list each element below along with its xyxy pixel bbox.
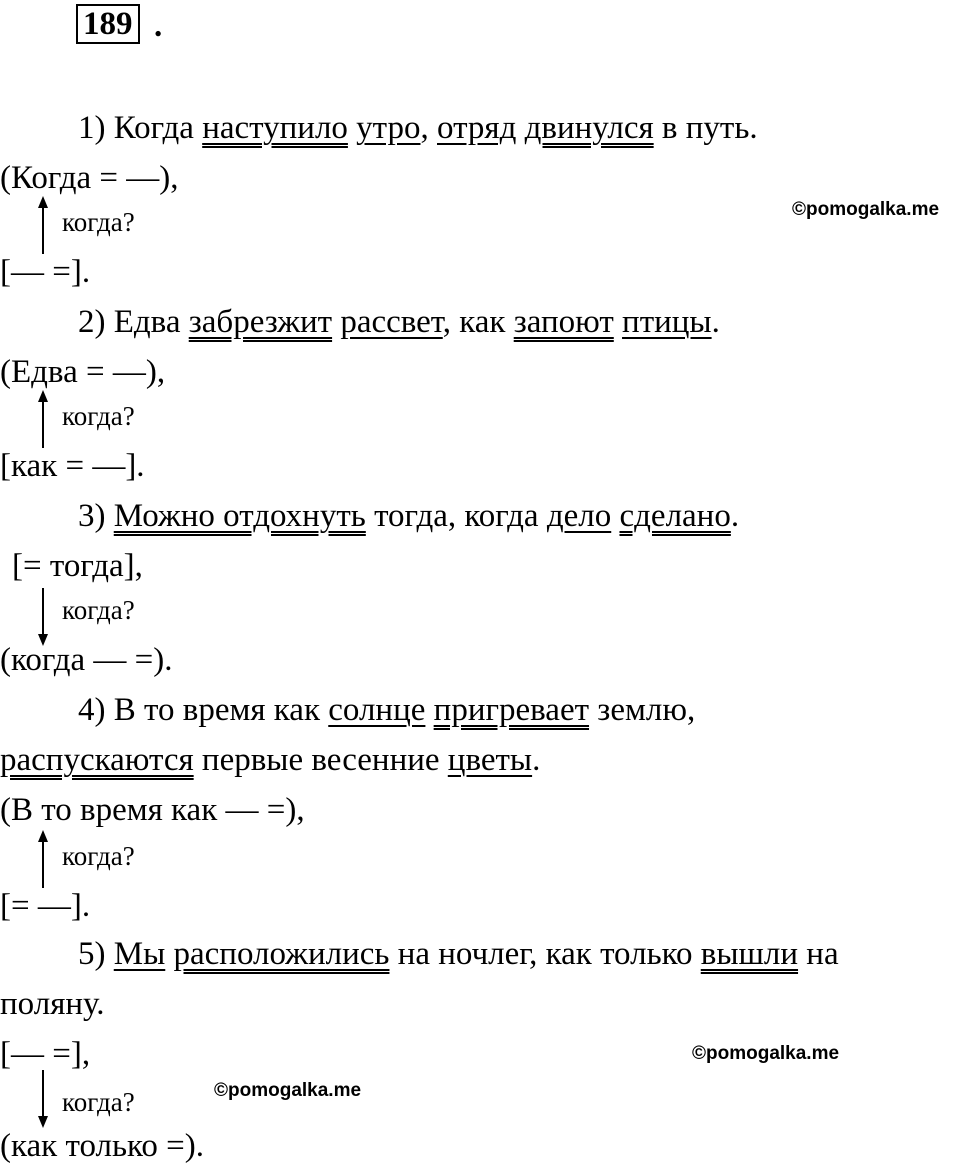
- scheme-3-top: [= тогда],: [12, 548, 143, 584]
- watermark: ©pomogalka.me: [692, 1043, 840, 1064]
- scheme-1-top: (Когда = —),: [0, 160, 179, 196]
- scheme-5-bottom: (как только =).: [0, 1128, 204, 1164]
- subject: отряд: [437, 110, 517, 146]
- sentence-4-line-1: 4) В то время как солнце пригревает землю,: [78, 692, 696, 728]
- question-label: когда?: [62, 841, 135, 871]
- arrow-up-icon: [36, 830, 50, 888]
- predicate: Можно отдохнуть: [113, 498, 366, 534]
- predicate: распускаются: [0, 742, 194, 778]
- subject: цветы: [447, 742, 533, 778]
- predicate: наступило: [202, 110, 348, 146]
- question-label: когда?: [62, 1087, 135, 1117]
- task-number: 189: [76, 4, 140, 44]
- sentence-2: 2) Едва забрезжит рассвет, как запоют птицы.: [78, 304, 720, 340]
- question-label: когда?: [62, 207, 135, 237]
- sentence-5-line-2: поляну.: [0, 986, 105, 1022]
- arrow-up-icon: [36, 196, 50, 254]
- scheme-4-top: (В то время как — =),: [0, 792, 305, 828]
- arrow-up-icon: [36, 390, 50, 448]
- scheme-5-top: [— =],: [0, 1036, 91, 1072]
- predicate: двинулся: [524, 110, 654, 146]
- subject: Мы: [113, 936, 166, 972]
- subject: солнце: [328, 692, 426, 728]
- question-label: когда?: [62, 595, 135, 625]
- sentence-5-line-1: 5) Мы расположились на ночлег, как только вышли на: [78, 936, 839, 972]
- predicate: вышли: [700, 936, 799, 972]
- watermark: ©pomogalka.me: [214, 1080, 362, 1101]
- scheme-2-top: (Едва = —),: [0, 354, 166, 390]
- predicate: расположились: [173, 936, 390, 972]
- sentence-1: 1) Когда наступило утро, отряд двинулся в путь.: [78, 110, 758, 146]
- subject: рассвет: [340, 304, 443, 340]
- question-label: когда?: [62, 401, 135, 431]
- predicate: запоют: [513, 304, 614, 340]
- predicate: забрезжит: [188, 304, 333, 340]
- subject: утро: [356, 110, 421, 146]
- scheme-1-bottom: [— =].: [0, 254, 91, 290]
- task-number-dot: .: [154, 8, 163, 44]
- predicate: пригревает: [433, 692, 590, 728]
- scheme-3-bottom: (когда — =).: [0, 642, 173, 678]
- predicate: сделано: [619, 498, 731, 534]
- sentence-4-line-2: распускаются первые весенние цветы.: [0, 742, 541, 778]
- subject: птицы: [622, 304, 712, 340]
- scheme-4-bottom: [= —].: [0, 888, 91, 924]
- scheme-2-bottom: [как = —].: [0, 448, 145, 484]
- arrow-down-icon: [36, 1070, 50, 1128]
- watermark: ©pomogalka.me: [792, 199, 940, 220]
- subject: дело: [546, 498, 612, 534]
- sentence-3: 3) Можно отдохнуть тогда, когда дело сделано.: [78, 498, 740, 534]
- arrow-down-icon: [36, 588, 50, 646]
